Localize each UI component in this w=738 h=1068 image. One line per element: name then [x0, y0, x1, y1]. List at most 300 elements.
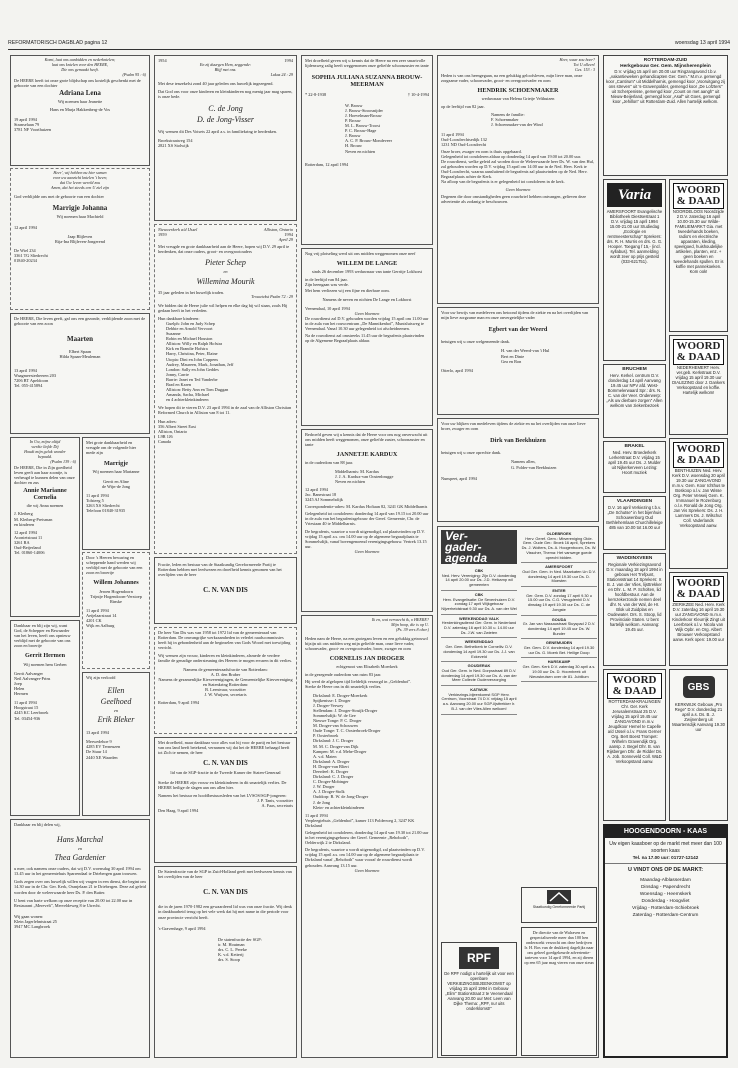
address-line: Alliston, Ontario — [158, 428, 188, 434]
ad-text: sinds 26 december 1993 weduwnaar van tante Gerritje Lokhorst — [311, 269, 423, 275]
birth-ad-marrigje-2 — [82, 437, 150, 550]
rotterdam-zuid-ad — [603, 55, 728, 176]
ad-date: 's-Gravenhage, 9 april 1994 — [158, 925, 206, 931]
ad-text: De begrafenis, waartoe u wordt uitgenodigd, zal plaatsvinden op D.V. vrijdag 15 april a.s. om 14.00 uur op de algemene begraafplaats te Sommelsdijk, vanaf bovengenoemd verenigingsgebouw. Vertrek 13.15 uur. — [305, 528, 427, 549]
agenda-item-heading: WEEKENDDAG — [464, 639, 494, 645]
ad-text: Heden nam de Heere, na een grotegam leven en een gelukkig getrouwd bijzijn uit ons midden weg mijn geliefde man, onze lieve vader, schoonvader, groot- en overgrootvader, broer, zwager en oom — [305, 635, 428, 651]
ad-text: Namens het bestuur en hoofdbestuursleden van het LVSOS/SGP-jongeren: — [158, 792, 287, 798]
parent: Hermen — [14, 691, 28, 697]
agenda-logo-line: agenda — [445, 551, 488, 565]
ad-date: Den Haag, 9 april 1994 — [158, 808, 199, 814]
family-line: P. C. Brouw-Hage — [345, 128, 377, 134]
ad-text: De rouwdienst zal D.V. gehouden worden vrijdag 15 april om 11.00 uur in de aula van het rouwcentrum „De Mannikenhof", Muntsluisweg te Veenendaal. Vanaf 10.30 uur gelegenheid tot afscheidnemen. — [305, 315, 429, 332]
address-line: 4285 EV Terneuzen — [86, 744, 121, 750]
woord-daad-logo: WOORD & DAAD — [607, 673, 662, 699]
birth-ad-maarten — [10, 313, 150, 434]
child-subname: Wij noemen haar Jeanette — [57, 99, 103, 105]
hood-rule — [605, 863, 726, 864]
agenda-item-text: Oud Ger. Gem. in Ned. Dorpsstraat 89 D.V. donderdag 14 april 19.30 uur Ds. A. van der Meer Collecte Ouderverzorging — [441, 667, 517, 683]
signature: Namens de neven en nichten De Lange en Lokhorst — [322, 296, 412, 302]
deceased-name: CORNELIS JAN DROGER — [329, 655, 405, 662]
address-line: Tolsteeg 5 — [86, 497, 104, 503]
parents: de Wijn-de Jong — [101, 483, 131, 489]
ad-text: u mee, ook namens onze ouders, dat wij D.V. woensdag 30 april 1994 om 13.45 uur in het gemeentehuis Sparrendaal te Driebergen gaan trouwen. — [14, 866, 141, 877]
gbs-ad — [669, 669, 728, 821]
and-word: en — [77, 846, 83, 852]
fiance-name: Erik Bleker — [97, 715, 135, 725]
ad-date: 11 april 1994 — [441, 131, 464, 137]
birth-date: * 22-8-1938 — [305, 91, 327, 97]
parents: Trijntje Hogendoorn-Verstoep — [90, 593, 142, 599]
thanks-ad-van-beekhuizen — [437, 418, 599, 522]
agenda-item-heading: GOUDERAK — [467, 663, 491, 669]
ad-text: Correspondentie-adres: M. Kardux Hofiaan 82, 3241 GK Middelharnis — [305, 504, 428, 510]
deceased-name: Dirk van Beekhuizen — [490, 437, 546, 445]
ad-text: Fractie, leden en bestuur van de Staatkundig Gereformeerde Partij te Rotterdam hebben met leedwezen en droefheid kennis genomen van het overlijden van de heer — [158, 562, 282, 578]
address-line: Oud-Loosdrechtsedijk 132 — [441, 136, 487, 142]
ad-text: Degenen die door omstandigheden geen rouwbrief hebben ontvangen, gelieven deze advertentie als zodanig te beschouwen. — [441, 193, 587, 204]
rpf-logo: RPF — [459, 947, 499, 969]
hoogendoorn-kaas-ad — [603, 824, 728, 1058]
page-header — [8, 40, 730, 49]
ad-date: 12 april 1994 — [14, 225, 37, 231]
couple-name: D. de Jong-Visser — [197, 115, 254, 125]
address-line: Hun adres: — [158, 418, 177, 424]
quote-line: En zij duurgen Hem, zeggende: — [199, 62, 252, 68]
woord-daad-logo: WOORD & DAAD — [673, 576, 724, 602]
parents: Jaap Blijleven — [67, 234, 93, 240]
family-line: Ouddorp: B. W. de Jong-Droger — [313, 794, 369, 800]
ad-text: Na de rouwdienst zal omstreeks 11.45 uur de begrafenis plaatsvinden op de Algemene Begraafplaats aldaar. — [305, 333, 425, 344]
quote-ref: (Psalm 139 : 6) — [50, 458, 76, 464]
agenda-item-heading: CBK — [474, 591, 484, 597]
fiancee-name: Ellen — [107, 686, 125, 696]
ad-text: Regionale Verkiezingsavond D.V. maandag 18 april 1994 in gebouw Het Trefpunt, Stationsstraat 14 Sprekers: Ir. B. J. van der Vlies, lijsttrekker en Dhr. L. M. P. Scholten, lid hoofdbestuur. Aan de kernzekerzonde nemen deel dhr. N. van der Wal, de Hr. Blok uit Zuidplas en Oudewater. Drs. S. Stoop, lid Provinciale Staten. U bent hartelijk welkom. Aanvang: 19.45 uur. — [606, 561, 663, 632]
signature: B. Leentvaar, voorzitter — [205, 686, 246, 692]
address-line: Aconietstraat 11 — [14, 534, 43, 540]
agenda-item-text: Herdenkingsdienst Ger. Gem. in Nederland D.V. zaterdag 16 april 10.30 u. 14.00 uur Ds. J.W. van Zwieten — [441, 620, 517, 635]
kid-line: Audrey, Maureen, Mark, Jonathan, Jeff — [166, 361, 234, 367]
family-line: Spijkenisse: I. Droger — [313, 697, 351, 703]
parent: Gerrit Aalvanger — [14, 670, 43, 676]
signature: Namens de gezamenlijke Kiesverenigingen, de Gemeentelijke Kiesvereniging en Statenkring Rotterdam: — [158, 676, 293, 687]
anniversary-date: April 29 — [278, 237, 293, 243]
agenda-item-heading: AMERSFOORT — [545, 564, 573, 570]
bride-name: Thea Gardenier — [54, 853, 106, 863]
parents: Jeroen Hogendoorn — [99, 588, 133, 594]
agenda-item — [521, 616, 597, 640]
address-line: Klein Jagerlehntstraat 25 — [14, 918, 57, 924]
kid-line: Suzanne — [166, 331, 181, 337]
phone: Tel. 055-415894 — [14, 382, 43, 388]
agenda-item — [441, 686, 517, 715]
signature: De statenfractie der SGP: — [218, 936, 262, 942]
ad-text: Met vreugde en grote dankbaarheid aan de Heere, hopen wij D.V. 29 april te herdenken, dat onze ouders, groot- en overgrootouders — [158, 244, 290, 255]
ad-date: 13 april 1994 — [86, 730, 109, 736]
family-line: Klein- en achterkleinkinderen — [313, 804, 365, 810]
signature: Gea en Ron — [501, 358, 522, 364]
death-notice-de-lange — [301, 248, 433, 426]
quote-line: Ik en, wat vervaecht ik, o HEERE? — [371, 617, 429, 622]
address-line: De Stuur 14 — [86, 749, 107, 755]
ad-date: 12 april 1994 — [305, 486, 328, 492]
woord-daad-logo: WOORD & DAAD — [673, 183, 724, 209]
hood-market-heading: U VINDT ONS OP DE MARKT: — [627, 867, 704, 873]
place-left: Nieuwerkerk a/d IJssel — [158, 227, 198, 232]
parent: Neil Aalvanger-Prins — [14, 675, 51, 681]
ad-text: weduwnaar van Helena Grietje Velthuizen — [481, 96, 555, 102]
family-line: J. Brouw-Stroosnijder — [345, 107, 383, 113]
agenda-item-text: Oud Ger. Gem. in Ned. Maarkaten Un D.V. donderdag 14 april 19.30 uur Ds. D. Moesten — [522, 568, 596, 584]
ad-intro: De HEERE, Die leven geeft, gaf ons een gezonde, verblijdende zoon met de geboorte van een zoon — [14, 316, 146, 327]
signature: Namens allen, — [511, 459, 536, 465]
market-day: Dinsdag - Papendrecht — [640, 885, 691, 890]
ad-text: Dat God ons voor onze kinderen en kleinkinderen nog menig jaar mag sparen, is onze bede. — [158, 88, 293, 99]
ad-text: in de ouderdom van 88 jaar. — [305, 460, 353, 466]
year-start: 1959 — [158, 232, 167, 238]
child-subname: Wij noemen haar Machteld — [56, 213, 104, 219]
family-line: Dirksland: A. Droger — [313, 758, 350, 764]
quote-line: Houdt mijn geluk wonder — [24, 448, 66, 454]
child-name: Willem Johannes — [93, 579, 139, 587]
family-line: Deerdeel: K. Droger — [313, 768, 349, 774]
deceased-name: Egbert van der Weerd — [488, 326, 548, 334]
family-line: H. Brouw — [345, 143, 362, 149]
no-flowers-note: Geen bloemen — [505, 186, 531, 192]
quote-line: Tot U alleen! — [573, 61, 595, 67]
woord-daad-logo: WOORD & DAAD — [673, 339, 724, 365]
ad-intro: God verblijdde ons met de geboorte van een dochter — [14, 193, 104, 199]
child-name: Marrigje — [103, 460, 129, 468]
address-line: 1231 ND Oud-Loosdrecht — [441, 141, 487, 147]
deceased-name: HENDRIK SCHOENMAKER — [477, 86, 559, 94]
kid-line: Barrie: Janet en Ted Vanderbe — [166, 376, 218, 382]
ad-text: Met dese tenzekelst zond 40 jaar geleden ons huwelijk ingezegend. — [158, 80, 274, 86]
address-line: Aeijelaarstraat 14 — [86, 612, 117, 618]
wedding-ad — [10, 819, 150, 1058]
hood-subtitle: Uw eigen kaasboer op de markt met meer dan 100 soorten kaas — [609, 841, 722, 854]
agenda-item — [441, 615, 517, 639]
couple-name: Pieter Schep — [205, 258, 246, 268]
ad-text: NOORDELOOS Noordzijde 2 D.V. zaterdag 16 april 10.00-15.30 uur Wilde-FAMILIEMARKT Gia. met tweedehands boeken, radio's en electrische apparaten, kleding, speelgoed, huishoudelijke artikelen, planten, enz. + geen boeken en tweedehands spullen. Er is koffie met pannekoeken. Kom ook! — [672, 209, 725, 274]
address-line: 3361 TG Sliedrecht — [14, 253, 48, 259]
woord-daad-zierikzee — [669, 572, 728, 666]
couple-name: Willemina Mourik — [196, 276, 255, 286]
address-line: Wijk en Aalburg — [86, 623, 115, 629]
agenda-item-text: Herv. Geref. Gem.: Mbvereniging Olde. Gem. Oude Ger.: Broek 16 april, Sprekers Ds. J. Wolters, Ds. A. Hoogenboom, Ds. W. Visscher, Thema: Het vanwege goede oprecht bidden. — [521, 535, 597, 560]
quote-line: laat ons knielen voor den HEERE, — [51, 61, 109, 67]
quote-ref: Ges. 153 : 3 — [574, 66, 595, 72]
signature: J. Schoenmaker-van der Wind — [491, 122, 543, 128]
address-line: 2821 XS Stolwijk — [158, 143, 189, 149]
gbs-logo: GBS — [683, 676, 715, 698]
address-line: 2440 XE Waarden — [86, 754, 118, 760]
ad-text: ZIERIKZEE Ned. Herv. Kerk D.V. zaterdag 16 april 19.30 uur ZANGAVOND m.m.v. Kinderkoor Kleurrijk Zingt uit Leerbroek o.l.v. Nicola van Wijk Opbr. en Org. Albert Brouwer Verkoopstand aanw. Kerk open: 19.00 uur — [672, 602, 725, 642]
ad-text: AMERSFOORT Evangelische Bibliotheek Diestsestraat 1 D.V. vrijdag 15 april 1994 15.00-21.00 uur Studiedag „Ecologie en rentmeesterschap" Sprekers: drs. R. H. Murris en drs. G. G. Hooper. Toegang f 15,- (incl. syllabus). Tel. aanmelding wordt zeer op prijs gesteld (033-621751). — [606, 209, 663, 264]
ad-text: De heer Van Dis was van 1958 tot 1972 lid van de gemeenteraad van Rotterdam. De omvangrijke werkzaamheden in velerlei raadscommissies heeft hij in gebondenheid aan de beginselen van Gods Woord met toewijding verricht. — [158, 630, 291, 651]
ad-text: echtgenoot van Elisabeth Moerkerk — [336, 664, 398, 670]
signature: A. Faas, secretaris — [261, 802, 293, 808]
agenda-item — [521, 563, 597, 587]
quote-line: werkte liefde Dij — [31, 443, 59, 449]
family-line: M. M. C. Droger-van Dijk — [313, 743, 359, 749]
quote-ref: Lukas 24 : 29 — [270, 71, 293, 77]
family-line: M. L. Brouw-Troost — [345, 123, 380, 129]
parents: Elbert Spaan — [68, 349, 92, 355]
address-line: 7206 BT Apeldoorn — [14, 377, 49, 383]
anniversary-ad-schep — [154, 224, 297, 554]
family-line: A. C. P. Brouw-Mondeveer — [345, 138, 393, 144]
ad-text: Nog vrij plotseling werd uit ons midden weggenomen onze neef — [305, 251, 416, 256]
agenda-item — [441, 567, 517, 591]
sgp-logo-icon — [547, 890, 571, 904]
ad-date: 11 april 1994 — [86, 492, 109, 498]
woord-daad-benthuizen — [669, 438, 728, 569]
signature: Namens de familie: — [491, 112, 525, 118]
birth-ad-gerrit — [10, 620, 80, 816]
family-line: Dirksland: C. J. Droger — [313, 774, 354, 780]
ad-heading: VLAARDINGEN — [616, 499, 653, 504]
kid-line: Brad en Karen — [166, 381, 192, 387]
ad-text: Hij werd de afgelopen tijd liefdelijk verzorgd in „Geldenhof". — [305, 679, 412, 685]
signature: K. v.d. Ketterij — [218, 952, 244, 958]
ad-text: We bidden dat de Heere julie wil helpen en elke dag bij wil staan, zoals Hij gedaan heeft in het verleden. — [158, 302, 288, 313]
ad-text: KERKWIJK Gebouw „Pro Rege" D.V. donderdag 21 april a.s. Ds. B. J. Zwijnenberg uit Maartensdijk Aanvang 19.30 uur — [672, 702, 725, 732]
address-line: Stranselaan 79 — [14, 122, 40, 128]
child-name: Gerrit Hermen — [24, 652, 66, 660]
no-flowers-note: Geen bloemen — [354, 548, 380, 554]
agenda-item-text: Ned. Herv. Vereniging: Zijn D.V. donderdag 14 april 20.00 uur Ds. J.D. Heikamp wil gemeenten — [441, 572, 517, 588]
address-line: Canada — [158, 438, 171, 444]
engagement-ad — [82, 672, 150, 816]
ad-text: Met droefheid geven wij u kennis dat de Heere na een zeer smartvolle lijdensweg zalig heeft weggenomen onze geliefde schoonzuster en tante — [305, 58, 429, 69]
ad-text: D.V. 16 april Verkiezing t.b.v. „De Schutse" in het bijenhuis Schouwenburg Oud Bethlehemlaan Churchilleleige 485 van 10.00 tot 16.00 uur — [606, 504, 663, 530]
agenda-item-heading: OLDEBROEK — [546, 531, 572, 536]
quote-line: Blijf met ons. — [214, 67, 237, 72]
market-day: Donderdag - Hoogvliet — [641, 899, 690, 904]
quote-line: In Uw, mijne altijd — [29, 439, 61, 444]
ad-text: betuigen wij u onze oprechte dank. — [441, 450, 502, 456]
ad-text: De directie van de Walraven en gespecialiseerde meer dan 100 hen onderzoekt verzocht om deze bedrijven Ir. H. Bos van de drukkerij dagelijks naar ons geheel goedgekeurde advertentie-tarieven voor 14 april 1994, en zij dieren op een 65 jaar mag vieren van onze steun — [524, 930, 594, 965]
quote-line: Amen, dat het steeds een U ziel zijn — [51, 184, 109, 190]
agenda-item-heading: WEEKENDDAG VALK — [459, 615, 499, 621]
ad-text: Sterke de HEERE zijn vrouw en kleinkinderen in dit smartelijk verlies. De HEERE heilige de slagen aan ons allen hier. — [158, 779, 287, 790]
family-line: J. de Jong — [313, 799, 331, 805]
family-line: P. Brouw — [345, 117, 361, 123]
quote-line: Heer, waar zou hoer? — [559, 57, 595, 62]
agenda-item-heading: GENEMUIDEN — [545, 640, 573, 646]
child-subname: die wij Anna noemen — [26, 503, 64, 509]
ad-text: Voor uw blijken van medeleven tijdens de ziekte en na het overlijden van onze lieve broer, zwager en oom — [441, 421, 586, 432]
address-line: 3781 NF Voorthuizen — [14, 127, 52, 133]
ad-date: Otterlo, april 1994 — [441, 367, 473, 373]
family-list — [305, 693, 429, 810]
ad-heading: Herkgebouw Ger. Gem. Mijnsherenplein — [620, 63, 711, 69]
death-notice-brouw — [301, 55, 433, 245]
ad-text: D.V. vrijdag 15 april om 20.00 uur Ringzangavond t.b.v. „vakantieweken gehandicapten Ger. Gem." M.m.v. gemengd koor „Cantirum" uit Middelharnis, gemengd koor „Vooruitgang zij ons streven" uit 's-Gravenpolder, gemengd koor „De Lofzters" uit Scherpenisse, gemengd koor „Count on met aangh" uit Nieuw-Beijerland, gemengd koor „Asaf" uit Goes, gemengd koor „Jehillon" uit Rotterdam-Zuid. Allen hartelijk welkom. — [606, 69, 725, 105]
ad-text: Heden is van ons heengegaan, na een gelukkig geloofsleven, mijn lieve man, onze zorgzame vader, schoonvader, groot- en overgrootvader en oom — [441, 72, 583, 83]
agenda-col-right — [521, 530, 597, 682]
ad-text: Voor uw bewijs van medeleven ons betoond tijdens de ziekte en na het overlijden van mijn lieve zorgzame man en onze onvergetelijke vader — [441, 310, 589, 321]
thanks-ad-van-der-weerd — [437, 307, 599, 415]
ad-heading: ROTTERDAM-ZUID — [643, 58, 688, 63]
agenda-item-heading: HARSKAMP — [547, 659, 571, 665]
ad-date: 11 april 1994 — [86, 607, 109, 613]
ad-text: Ned. Herv. Broederkerk Lerkerstraat D.V. vrijdag 15 april 19.45 uur Ds. J. Mulder uit Nijkerkerveen Lezing: Hoort muziek — [608, 449, 661, 475]
ad-heading: BRUCHEM — [622, 367, 647, 372]
family-line: J. Brouw — [345, 133, 361, 139]
ad-text: De RPF nodigt u hartelijk uit voor een openbare VERKIEZINGSBIJEENKOMST op vrijdag 15 april 1994 in Gebouw „Elim" Stationstraat 2 te Veenendaal Aanvang 20.00 uur Met: Leen van Dijke Thema: „RPF, nu! uits onderklomst!" — [444, 971, 514, 1011]
death-notice-schoenmaker — [437, 55, 599, 304]
deceased-name: C. N. VAN DIS — [203, 888, 248, 897]
agenda-item-heading: KATWIJK — [470, 687, 488, 693]
kid-line: London: Sally en John Geddes — [166, 366, 219, 372]
ad-text: ROTTERDAM-KRALINGEN Chr. Ger. Kerk Jerusalemstraat 25 D.V. vrijdag 15 april 19.45 uur ZANGAVOND m.m.v. Jeugdkoor Hemel te Capelle a/d IJssel o.l.v. Frans Gerner Org. Bert Boest Trompet: Wilhelm Gravendijk Org. aansp. z. Begel Dhr. B. van Rijsbergen Dhr. de Ridder Ds. A. Job. Sonneveld Coll. W&D Verkoopstand aanw. — [606, 699, 663, 764]
year-end: 1994 — [284, 58, 293, 63]
agenda-item-heading: GOUDA — [551, 616, 567, 622]
ad-text: lid van de SGP-fractie in de Tweede Kamer der Staten-Generaal — [170, 770, 281, 776]
ad-date: Veenendaal, 10 april 1994 — [305, 305, 350, 311]
phone: Tel. 01860-14006 — [14, 550, 45, 556]
kid-line: en 4 achterkleinkinderen — [166, 397, 209, 403]
family-line: P. Oosterbroek — [313, 733, 339, 739]
deceased-name: WILLEM DE LANGE — [336, 260, 398, 268]
child-subname: Wij noemen haar Marianne — [92, 469, 140, 475]
child-name: Marrigje Johanna — [52, 203, 108, 212]
header-left: REFORMATORISCH DAGBLAD pagina 12 — [8, 40, 108, 46]
groom-name: Hans Marchal — [56, 835, 104, 845]
phone: Telefoon 01840-31935 — [86, 508, 126, 514]
year-start: 1954 — [158, 58, 167, 63]
birth-ad-marrigje — [10, 168, 150, 310]
signature: Namens de gemeenteraadsfractie van Rotterdam: — [183, 666, 268, 672]
quote-line: Mijn hoop, die is op U. — [391, 621, 429, 627]
ad-date: 13 april 1994 — [14, 367, 37, 373]
kid-line: Debbie en Arnold Vervoort — [166, 325, 213, 331]
no-flowers-note: Geen bloemen — [354, 310, 380, 316]
market-day: Woensdag - Heemskerk — [639, 892, 692, 897]
ad-text: De rouwdienst, welke geleid zal worden door de Weleerwaarde heer Ds. W. van den Hul, zal gehouden worden op D.V. vrijdag 15 april om 14.00 uur in de Ned. Herv. Kerk te Oud-Loosdrecht, waarna aansluitend de begrafenis zal plaatsvinden op de Ned. Herv. Begraafplaats achter de Kerk. — [441, 159, 595, 180]
signature: Bert en Dinie — [501, 353, 525, 359]
family-line: J. J. A. Kardux-van Oostenbrugge — [335, 473, 394, 479]
agenda-item-text: Herv. Evangelisatie: De Sevenhuizen D.V. zondag 17 april Wijkgebouw Nijverheidstraat 9.30 uur Ds. A. van der Wel — [441, 596, 517, 611]
family-line: A. J. Droger-Stolk — [313, 789, 345, 795]
agenda-item-heading: CBK — [474, 568, 484, 573]
signature: J. W. Wuijsen, secretaris — [204, 692, 247, 698]
address-line: 4201 CK — [86, 618, 102, 624]
ad-text: U bent van harte welkom op onze receptie van 20.00 tot 22.00 uur in Restaurant „Merevelt", Merveldeweg 8 te Utrecht. — [14, 897, 133, 908]
agenda-item — [521, 639, 597, 658]
fiancee-surname: Geelhoed — [100, 697, 132, 707]
sgp-name: Staatkundig Gereformeerde Partij — [532, 905, 586, 909]
agenda-logo-line: Ver- — [445, 529, 468, 543]
agenda-col-left — [441, 567, 517, 715]
family-line: J. Droger-Verwey — [313, 702, 344, 708]
ad-text: De begrafenis, waartoe u wordt uitgenodigd, zal plaatsvinden op D.V. vrijdag 15 april a.s. om 14.00 uur op de algemene begraafplaats te Dirksland vanaf „Rehoboth" waar vooraf de rouwdienst wordt gehouden. Aanvang 13.15 uur. — [305, 847, 425, 868]
signature: drs. S. Stoop — [218, 957, 240, 963]
death-notice-kardux — [301, 429, 433, 612]
family-line: Oude Tonge: T. C. Oosterbroek-Droger — [313, 728, 381, 734]
kid-line: Utopia: Dini en John Coppens — [166, 356, 219, 362]
ad-heading: BRAKEL — [624, 444, 645, 449]
ad-text: BENTHUIZEN Ned. Herv. Kerk D.V. woensdag 20 april 19.30 uur ZANGAVOND m.m.v. Gem. Koor Ichthus te Boskoop o.l.v. Jan Wisse Org. Peter Verweij Gem. K. Immanuel te Rozenburg o.l.v. Ronald de Jong Org. Jan Vis Sprekers: Ds. J. H. Lammers Ds. J. Wilschut Coll. Vaderlands Verkoopstand aanw. — [672, 468, 725, 528]
agenda-item-text: Gr. Jan van Nassaustraat Sluyspad 2 D.V. donderdag 14 april 19.45 uur Ds. W. Bunder — [522, 621, 596, 636]
parent: Helen — [14, 686, 25, 692]
ad-text: Sterke de Heere ons in dit smartelijk verlies. — [305, 684, 382, 690]
parents: Rija-Ina Blijleven-Jongerend — [55, 239, 105, 245]
ad-intro: Met grote dankbaarheid en vreugde om de volgende hier mede zijn — [86, 440, 137, 456]
deceased-name: C. N. VAN DIS — [203, 759, 248, 768]
kids-heading: Hun dankbare kinderen: — [158, 315, 200, 321]
family-line: Middelharnis: M. Kardux — [335, 468, 380, 474]
family-line: C. Droger-Mobinger — [313, 779, 349, 785]
family-list — [305, 103, 429, 154]
address-line: Verpleegtehuis „Geldenhof", kamer 113 Polderweg 2, 3247 KK Dirksland — [305, 817, 415, 828]
quote-line: voor uw aanzicht knielen 't been; — [52, 174, 108, 180]
family-line: J. Hoevelman-Brouw — [345, 112, 382, 118]
family-line: Sommelsdijk: W. de Gee — [313, 712, 356, 718]
year-end: 1994 — [284, 232, 293, 238]
kid-line: Harry, Christina, Peter, Elaine — [166, 351, 218, 357]
agenda-logo — [441, 530, 517, 564]
quote-ref: (Ps. 39 vers 8 ober.) — [396, 626, 429, 632]
hood-title: HOOGENDOORN - KAAS — [605, 826, 726, 838]
agenda-item-text: Ger. Gem. D.V. zondag 17 april 9.30 u 15.00 uur Ds. C.G. Vreugdenhil D.V. dinsdag 19 april 19.30 uur Ds. C. de Jongste — [526, 592, 592, 612]
ad-text: Na afloop van de begrafenis is er gelegenheid tot condoleren in de kerk. — [441, 179, 565, 185]
ad-intro: Dankbaar en blij delen wij, — [14, 822, 61, 827]
header-rule — [8, 49, 730, 50]
child-name: Adriana Lena — [59, 88, 101, 97]
parents: Hans en Marja Hakkenberg-de Vos — [49, 107, 111, 113]
family-list — [305, 469, 429, 484]
death-date: † 10-4-1994 — [407, 91, 429, 97]
address-line: 3263 XS Sliedrecht — [86, 502, 120, 508]
brakel-ad — [603, 441, 666, 493]
ad-date: 11 april 1994 — [305, 812, 328, 818]
address-line: Wij gaan wonen: — [14, 913, 44, 919]
parents: Hilda Spaan-Meuleman — [59, 354, 101, 360]
address-line: 4245 KC Leerbroek — [14, 710, 49, 716]
agenda-item — [441, 638, 517, 662]
family-line: Neven en nichten — [335, 478, 366, 484]
parents: Gerrit en Aline — [103, 478, 129, 484]
signature: H. van der Weerd-van 't Hul — [501, 348, 550, 354]
quote-ref: Trouwtekst Psalm 72 : 29 — [251, 293, 293, 299]
ad-text: Bedroefd geven wij u kennis dat de Heere voor ons nog onverwacht uit ons midden heeft weggenomen, onze geliefde zuster, schoonzuster en tante — [305, 432, 428, 448]
rpf-ad — [441, 942, 517, 1056]
kid-line: Jonny, Carrie — [166, 371, 189, 377]
family-line: M. Droger-van Schouwen — [313, 723, 358, 729]
agenda-item — [521, 530, 597, 563]
agenda-item — [441, 591, 517, 615]
parent: Joep — [14, 680, 22, 686]
signature: J. P. Tanis, voorzitter — [257, 797, 293, 803]
ad-text: 35 jaar geleden in het huwelijk traden. — [158, 289, 224, 295]
address-line: Broekstraatweg 154 — [158, 138, 193, 144]
agenda-item-text: Verkiezings-bijeenkomst SGP Herv. Centrum, Voorstraat 74 D.V. vrijdag 15 april a.s. Aanvang 20.00 uur SGP-lijsttrekker Ir. B.J. van der Vlies Allen welkom! — [441, 691, 517, 711]
ad-date: Rotterdam, 12 april 1994 — [305, 161, 349, 167]
ad-text: Herv. Kerkel. centrum D.V. donderdag 14 april Aanvang 19.45 uur NPV afd. West-Bommelerwaard Spr.: drs. N. C. van der Veer. Onderwerp: „Als uw dierbare zorgen" Allen welkom van ziekenbezoek — [606, 372, 663, 408]
phone: 01840-20234 — [14, 258, 37, 264]
family-line: Dirksland: J. C. Droger — [313, 738, 354, 744]
agenda-item-text: Ger. Gem. Bethelkerk te Cornelliv. D.V. donderdag 14 april 19.30 uur Ds. J.J. van Eckeveld — [443, 644, 515, 659]
no-flowers-note: Geen bloemen — [354, 867, 380, 873]
ad-date: Rotterdam, 9 april 1994 — [158, 700, 200, 706]
ad-text: Gelegenheid tot condoleren aldaar op donderdag 14 april van 19.00 tot 20.00 uur. — [441, 153, 581, 159]
parent: J. Kleiberg — [14, 511, 33, 517]
meeting-agenda — [437, 526, 599, 1058]
quote-line: Heer', wij hebben nu hier samen — [53, 170, 107, 175]
